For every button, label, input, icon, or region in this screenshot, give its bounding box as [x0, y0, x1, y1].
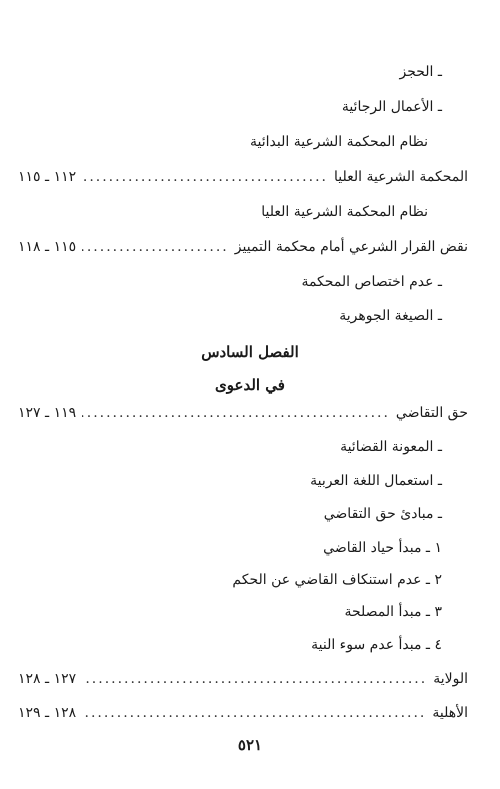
entry-arabic-language: ـ استعمال اللغة العربية [310, 473, 442, 489]
entry-supreme-court-system: نظام المحكمة الشرعية العليا [261, 204, 428, 220]
entry-incompetence: ـ عدم اختصاص المحكمة [301, 274, 442, 290]
entry-good-faith: ٤ ـ مبدأ عدم سوء النية [311, 637, 442, 653]
toc-title: الأهلية [432, 705, 468, 721]
toc-title: حق التقاضي [395, 405, 468, 421]
entry-seizure: ـ الحجز [399, 64, 442, 80]
toc-pages: ١٢٧ ـ ١٢٨ [18, 671, 77, 687]
entry-judge-neutrality: ١ ـ مبدأ حياد القاضي [323, 540, 442, 556]
entry-no-refusal: ٢ ـ عدم استنكاف القاضي عن الحكم [232, 572, 442, 588]
toc-entry-supreme-court [18, 167, 468, 187]
chapter-title: الفصل السادس [201, 343, 299, 361]
toc-pages: ١١٥ ـ ١١٨ [18, 239, 77, 255]
entry-primary-court-system: نظام المحكمة الشرعية البدائية [250, 134, 428, 150]
leader-dots [82, 703, 426, 723]
entry-legal-aid: ـ المعونة القضائية [340, 439, 442, 455]
toc-entry-cassation [18, 237, 468, 257]
toc-entry-guardianship [18, 669, 468, 689]
page-number: ٥٢١ [237, 736, 263, 754]
toc-pages: ١١٢ ـ ١١٥ [18, 169, 77, 185]
entry-interest: ٣ ـ مبدأ المصلحة [344, 604, 442, 620]
toc-title: الولاية [433, 671, 468, 687]
toc-entry-right-to-litigate [18, 403, 468, 423]
chapter-subtitle: في الدعوى [215, 376, 285, 394]
leader-dots [82, 237, 229, 257]
toc-pages: ١٢٨ ـ ١٢٩ [18, 705, 77, 721]
leader-dots [82, 669, 427, 689]
toc-title: نقض القرار الشرعي أمام محكمة التمييز [234, 239, 468, 255]
entry-probable-works: ـ الأعمال الرجائية [341, 99, 442, 115]
toc-pages: ١١٩ ـ ١٢٧ [18, 405, 77, 421]
toc-title: المحكمة الشرعية العليا [333, 169, 468, 185]
toc-entry-capacity [18, 703, 468, 723]
entry-principles: ـ مبادئ حق التقاضي [323, 506, 442, 522]
leader-dots [82, 167, 328, 187]
entry-essential-form: ـ الصيغة الجوهرية [339, 308, 442, 324]
leader-dots [82, 403, 390, 423]
